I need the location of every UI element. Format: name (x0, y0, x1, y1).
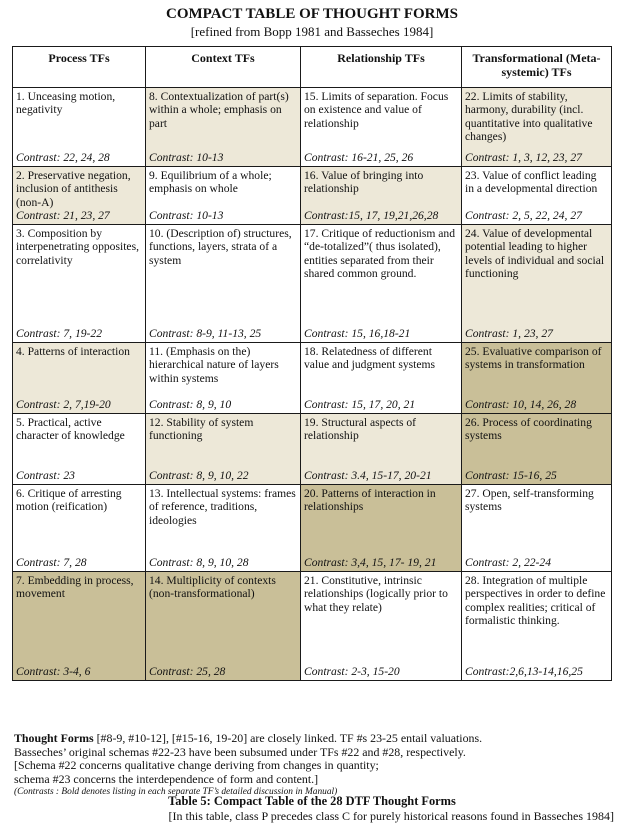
thought-form-text: 11. (Emphasis on the) hierarchical nature of layers within systems (149, 345, 279, 385)
document-subtitle: [refined from Bopp 1981 and Basseches 1984] (190, 24, 434, 39)
thought-form-cell (13, 485, 146, 572)
contrast-list: Contrast: 10, 14, 26, 28 (465, 397, 577, 411)
table-row (13, 343, 612, 414)
table-row (13, 167, 612, 225)
contrast-list: Contrast: 22, 24, 28 (16, 150, 110, 164)
contrast-list: Contrast: 15-16, 25 (465, 468, 557, 482)
thought-form-cell (462, 572, 612, 681)
thought-form-cell (301, 343, 462, 414)
thought-form-cell (301, 414, 462, 485)
cell-content (149, 227, 297, 340)
notes-lead: Thought Forms (14, 731, 94, 745)
thought-form-text: 14. Multiplicity of contexts (non-transformational) (149, 574, 276, 601)
cell-content (304, 416, 458, 482)
thought-form-cell (146, 343, 301, 414)
thought-form-cell (462, 343, 612, 414)
contrast-list: Contrast: 10-13 (149, 150, 224, 164)
cell-content (149, 416, 297, 482)
cell-content (304, 487, 458, 569)
cell-content (304, 227, 458, 340)
cell-content (465, 574, 608, 678)
contrast-list: Contrast: 3.4, 15-17, 20-21 (304, 468, 432, 482)
notes-line-4: schema #23 concerns the interdependence of form and content.] (14, 771, 319, 786)
header-relationship-tfs: Relationship TFs (301, 47, 462, 88)
contrast-list: Contrast: 3,4, 15, 17- 19, 21 (304, 555, 437, 569)
table-row (13, 414, 612, 485)
contrast-list: Contrast: 23 (16, 468, 75, 482)
contrast-list: Contrast: 15, 17, 20, 21 (304, 397, 416, 411)
thought-form-text: 9. Equilibrium of a whole; emphasis on whole (149, 169, 272, 196)
contrast-list: Contrast: 16-21, 25, 26 (304, 150, 414, 164)
thought-form-text: 26. Process of coordinating systems (465, 416, 592, 443)
cell-content (149, 90, 297, 164)
contrast-list: Contrast: 8-9, 11-13, 25 (149, 326, 262, 340)
contrast-list: Contrast: 1, 3, 12, 23, 27 (465, 150, 582, 164)
thought-form-cell (462, 225, 612, 343)
notes-line-2: Basseches’ original schemas #22-23 have been subsumed under TFs #22 and #28, respectively. (14, 744, 466, 759)
contrast-list: Contrast: 8, 9, 10, 28 (149, 555, 249, 569)
cell-content (465, 90, 608, 164)
thought-form-cell (13, 343, 146, 414)
thought-form-cell (301, 88, 462, 167)
contrast-list: Contrast:15, 17, 19,21,26,28 (304, 208, 439, 222)
contrast-list: Contrast: 1, 23, 27 (465, 326, 553, 340)
thought-form-cell (301, 167, 462, 225)
cell-content (16, 416, 142, 482)
contrast-list: Contrast: 2, 22-24 (465, 555, 551, 569)
thought-form-text: 28. Integration of multiple perspectives in order to define complex realities; critical of formalistic thinking. (465, 574, 606, 627)
contrast-list: Contrast: 7, 19-22 (16, 326, 102, 340)
contrast-list: Contrast: 2, 7,19-20 (16, 397, 111, 411)
cell-content (304, 169, 458, 222)
thought-form-cell (146, 88, 301, 167)
cell-content (304, 345, 458, 411)
thought-form-text: 10. (Description of) structures, functions, layers, strata of a system (149, 227, 292, 267)
cell-content (304, 90, 458, 164)
thought-form-cell (301, 572, 462, 681)
thought-form-cell (301, 225, 462, 343)
table-caption: Table 5: Compact Table of the 28 DTF Thought Forms (168, 794, 456, 808)
contrast-list: Contrast: 10-13 (149, 208, 224, 222)
cell-content (149, 345, 297, 411)
header-transformational-tfs: Transformational (Meta-systemic) TFs (462, 47, 612, 88)
cell-content (304, 574, 458, 678)
table-row (13, 485, 612, 572)
cell-content (465, 169, 608, 222)
thought-forms-table (12, 46, 612, 681)
thought-form-cell (462, 88, 612, 167)
thought-form-cell (146, 414, 301, 485)
thought-form-text: 22. Limits of stability, harmony, durability (incl. quantitative into qualitative changes) (465, 90, 593, 143)
thought-form-text: 19. Structural aspects of relationship (304, 416, 417, 443)
contrast-list: Contrast: 15, 16,18-21 (304, 326, 411, 340)
thought-form-text: 27. Open, self-transforming systems (465, 487, 594, 514)
cell-content (465, 227, 608, 340)
thought-form-cell (301, 485, 462, 572)
thought-form-text: 1. Unceasing motion, negativity (16, 90, 116, 117)
thought-form-cell (146, 485, 301, 572)
document-title: COMPACT TABLE OF THOUGHT FORMS (166, 6, 458, 22)
cell-content (465, 416, 608, 482)
thought-form-text: 3. Composition by interpenetrating opposites, correlativity (16, 227, 139, 267)
thought-form-text: 18. Relatedness of different value and judgment systems (304, 345, 436, 372)
cell-content (16, 169, 142, 222)
contrast-list: Contrast: 21, 23, 27 (16, 208, 110, 222)
contrast-list: Contrast: 25, 28 (149, 664, 226, 678)
thought-form-cell (146, 225, 301, 343)
cell-content (465, 345, 608, 411)
thought-form-text: 2. Preservative negation, inclusion of antithesis (non-A) (16, 169, 131, 209)
table-caption-note: [In this table, class P precedes class C for purely historical reasons found in Basseches 1984] (168, 809, 614, 823)
thought-form-cell (462, 414, 612, 485)
thought-form-text: 20. Patterns of interaction in relationships (304, 487, 436, 514)
cell-content (16, 90, 142, 164)
thought-form-text: 21. Constitutive, intrinsic relationships (logically prior to what they relate) (304, 574, 448, 614)
thought-form-text: 13. Intellectual systems: frames of reference, traditions, ideologies (149, 487, 296, 527)
cell-content (149, 169, 297, 222)
thought-form-cell (462, 167, 612, 225)
thought-form-cell (13, 88, 146, 167)
cell-content (16, 487, 142, 569)
thought-form-cell (146, 572, 301, 681)
thought-form-text: 23. Value of conflict leading in a developmental direction (465, 169, 598, 196)
thought-form-text: 7. Embedding in process, movement (16, 574, 134, 601)
cell-content (149, 487, 297, 569)
table-row (13, 225, 612, 343)
contrast-list: Contrast: 8, 9, 10 (149, 397, 232, 411)
notes-line-1: [#8-9, #10-12], [#15-16, 19-20] are closely linked. TF #s 23-25 entail valuations. (93, 731, 483, 745)
cell-content (16, 574, 142, 678)
contrast-list: Contrast: 7, 28 (16, 555, 87, 569)
thought-form-text: 25. Evaluative comparison of systems in transformation (465, 345, 602, 372)
thought-form-text: 12. Stability of system functioning (149, 416, 254, 443)
contrast-list: Contrast: 8, 9, 10, 22 (149, 468, 249, 482)
notes-line-3: [Schema #22 concerns qualitative change deriving from changes in quantity; (14, 758, 379, 773)
contrast-list: Contrast: 3-4, 6 (16, 664, 91, 678)
thought-form-text: 8. Contextualization of part(s) within a whole; emphasis on part (149, 90, 289, 130)
thought-form-cell (13, 572, 146, 681)
contrast-list: Contrast: 2-3, 15-20 (304, 664, 400, 678)
cell-content (149, 574, 297, 678)
thought-form-text: 17. Critique of reductionism and “de-totalized”( thus isolated), entities separated from their shared common ground. (304, 227, 456, 280)
contrast-list: Contrast:2,6,13-14,16,25 (465, 664, 583, 678)
thought-form-cell (13, 225, 146, 343)
thought-form-cell (462, 485, 612, 572)
thought-form-text: 4. Patterns of interaction (16, 345, 130, 358)
thought-form-text: 5. Practical, active character of knowledge (16, 416, 125, 443)
header-context-tfs: Context TFs (146, 47, 301, 88)
notes-legend: (Contrasts : Bold denotes listing in each separate TF’s detailed discussion in Manual) (14, 787, 338, 798)
thought-form-cell (13, 414, 146, 485)
thought-form-text: 6. Critique of arresting motion (reification) (16, 487, 122, 514)
notes-block (14, 732, 614, 800)
table-row (13, 88, 612, 167)
cell-content (465, 487, 608, 569)
thought-form-text: 15. Limits of separation. Focus on existence and value of relationship (304, 90, 449, 130)
table-row (13, 572, 612, 681)
thought-form-text: 24. Value of developmental potential leading to higher levels of individual and social functioning (465, 227, 605, 280)
thought-form-cell (146, 167, 301, 225)
header-process-tfs: Process TFs (13, 47, 146, 88)
cell-content (16, 227, 142, 340)
thought-form-text: 16. Value of bringing into relationship (304, 169, 424, 196)
thought-form-cell (13, 167, 146, 225)
cell-content (16, 345, 142, 411)
contrast-list: Contrast: 2, 5, 22, 24, 27 (465, 208, 582, 222)
